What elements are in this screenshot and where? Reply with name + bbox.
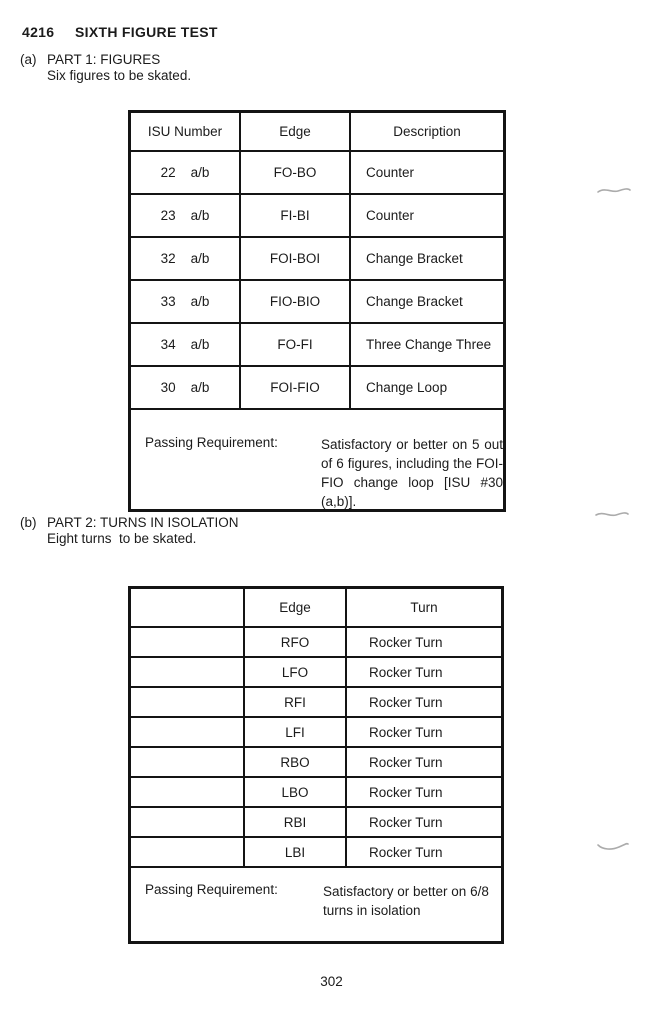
table-row (131, 365, 503, 408)
passing-requirement-row (131, 866, 501, 941)
column-header-turn: Turn (410, 600, 438, 615)
section-number: 4216 (22, 24, 55, 40)
blank-cell (131, 778, 245, 806)
table-row (131, 279, 503, 322)
part-a-heading: PART 1: FIGURES (47, 52, 161, 67)
table-row (131, 626, 501, 656)
description-cell: Change Bracket (366, 294, 463, 309)
blank-cell (131, 718, 245, 746)
scan-artifact-mark-icon (596, 183, 632, 197)
blank-cell (131, 808, 245, 836)
edge-cell: FIO-BIO (241, 281, 351, 322)
description-cell: Change Bracket (366, 251, 463, 266)
passing-requirement-row (131, 408, 503, 509)
isu-cell: 33 a/b (131, 281, 241, 322)
edge-cell: RBI (245, 808, 347, 836)
edge-cell: FOI-FIO (241, 367, 351, 408)
column-header-isu-number: ISU Number (131, 113, 241, 150)
part-b-subheading: Eight turns to be skated. (47, 531, 197, 546)
turn-cell: Rocker Turn (369, 844, 443, 860)
turn-cell: Rocker Turn (369, 664, 443, 680)
part-b-heading: PART 2: TURNS IN ISOLATION (47, 515, 239, 530)
table-row (131, 806, 501, 836)
turn-cell: Rocker Turn (369, 754, 443, 770)
blank-cell (131, 658, 245, 686)
table-header-row (131, 589, 501, 626)
part-a-subheading: Six figures to be skated. (47, 68, 192, 83)
part-b-label: (b) (20, 515, 37, 530)
table-row (131, 150, 503, 193)
blank-cell (131, 838, 245, 866)
table-row (131, 746, 501, 776)
table-header-row (131, 113, 503, 150)
description-cell: Counter (366, 208, 415, 223)
column-header-edge: Edge (241, 113, 351, 150)
table-row (131, 686, 501, 716)
scan-artifact-mark-icon (596, 838, 630, 854)
table-row (131, 236, 503, 279)
passing-requirement-text: Satisfactory or better on 6/8 turns in isolation (323, 884, 489, 918)
passing-requirement-label: Passing Requirement: (145, 435, 278, 450)
edge-cell: LBI (245, 838, 347, 866)
turn-cell: Rocker Turn (369, 724, 443, 740)
table-row (131, 836, 501, 866)
blank-cell (131, 748, 245, 776)
turn-cell: Rocker Turn (369, 694, 443, 710)
isu-cell: 32 a/b (131, 238, 241, 279)
isu-cell: 22 a/b (131, 152, 241, 193)
table-row (131, 322, 503, 365)
turn-cell: Rocker Turn (369, 634, 443, 650)
scan-artifact-mark-icon (594, 507, 630, 521)
table-row (131, 776, 501, 806)
isu-cell: 23 a/b (131, 195, 241, 236)
edge-cell: LBO (245, 778, 347, 806)
column-header-edge: Edge (245, 589, 347, 626)
passing-requirement-text: Satisfactory or better on 5 out of 6 figures, including the FOI-FIO change loop [ISU #30 (a,b)]. (321, 437, 503, 509)
edge-cell: RFO (245, 628, 347, 656)
page-title: SIXTH FIGURE TEST (75, 24, 218, 40)
table-row (131, 193, 503, 236)
page-number: 302 (320, 974, 343, 989)
blank-cell (131, 628, 245, 656)
passing-requirement-label: Passing Requirement: (145, 882, 278, 897)
edge-cell: LFO (245, 658, 347, 686)
turn-cell: Rocker Turn (369, 784, 443, 800)
edge-cell: FO-BO (241, 152, 351, 193)
edge-cell: RFI (245, 688, 347, 716)
turn-cell: Rocker Turn (369, 814, 443, 830)
blank-cell (131, 688, 245, 716)
description-cell: Counter (366, 165, 415, 180)
edge-cell: FOI-BOI (241, 238, 351, 279)
table-row (131, 716, 501, 746)
edge-cell: FO-FI (241, 324, 351, 365)
description-cell: Change Loop (366, 380, 448, 395)
edge-cell: LFI (245, 718, 347, 746)
isu-cell: 34 a/b (131, 324, 241, 365)
part-a-label: (a) (20, 52, 37, 67)
description-cell: Three Change Three (366, 337, 492, 352)
table-row (131, 656, 501, 686)
figures-table (128, 110, 506, 512)
edge-cell: FI-BI (241, 195, 351, 236)
turns-table (128, 586, 504, 944)
isu-cell: 30 a/b (131, 367, 241, 408)
column-header-blank (131, 589, 245, 626)
column-header-description: Description (393, 124, 461, 139)
edge-cell: RBO (245, 748, 347, 776)
